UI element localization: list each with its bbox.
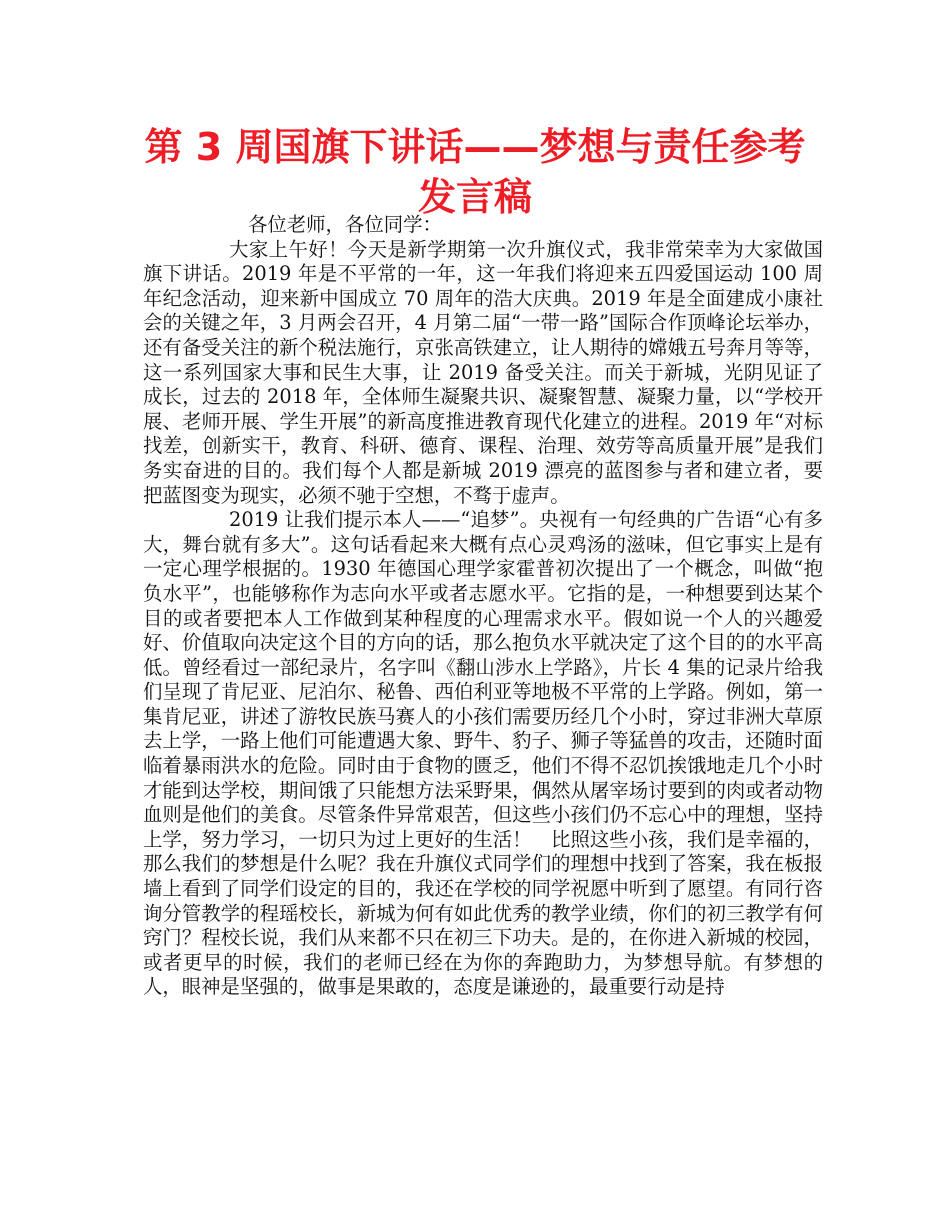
greeting-line: 各位老师，各位同学： [248, 213, 442, 236]
paragraph: 2019 让我们提示本人——“追梦”。央视有一句经典的广告语“心有多大，舞台就有多大”。这句话看起来大概有点心灵鸡汤的滋味，但它事实上是有一定心理学根据的。1930 年德国心理学家霍普初次提出了一个概念，叫做“抱负水平”，也能够称作为志向水平或者志愿水平。它指的是，一种想要到达某个目的或者要把本人工作做到某种程度的心理需求水平。假如说一个人的兴趣爱好、价值取向决定这个目的方向的话，那么抱负水平就决定了这个目的的水平高低。曾经看过一部纪录片，名字叫《翻山涉水上学路》，片长 4 集的记录片给我们呈现了肯尼亚、尼泊尔、秘鲁、西伯利亚等地极不平常的上学路。例如，第一集肯尼亚，讲述了游牧民族马赛人的小孩们需要历经几个小时，穿过非洲大草原去上学，一路上他们可能遭遇大象、野牛、豹子、狮子等猛兽的攻击，还随时面临着暴雨洪水的危险。同时由于食物的匮乏，他们不得不忍饥挨饿地走几个小时才能到达学校，期间饿了只能想方法采野果，偶然从屠宰场讨要到的肉或者动物血则是他们的美食。尽管条件异常艰苦，但这些小孩们仍不忘心中的理想，坚持上学，努力学习，一切只为过上更好的生活！ 比照这些小孩，我们是幸福的，那么我们的梦想是什么呢？我在升旗仪式同学们的理想中找到了答案，我在板报墙上看到了同学们设定的目的，我还在学校的同学祝愿中听到了愿望。有同行咨询分管教学的程瑶校长，新城为何有如此优秀的教学业绩，你们的初三教学有何窍门？程校长说，我们从来都不只在初三下功夫。是的，在你进入新城的校园，或者更早的时候，我们的老师已经在为你的奔跑助力，为梦想导航。有梦想的人，眼神是坚强的，做事是果敢的，态度是谦逊的，最重要行动是持 [143, 508, 823, 999]
document-body [143, 213, 823, 1000]
document-title: 第 3 周国旗下讲话——梦想与责任参考发言稿 [144, 125, 806, 219]
paragraph: 大家上午好！今天是新学期第一次升旗仪式，我非常荣幸为大家做国旗下讲话。2019 年是不平常的一年，这一年我们将迎来五四爱国运动 100 周年纪念活动，迎来新中国成立 70 周年的浩大庆典。2019 年是全面建成小康社会的关键之年，3 月两会召开，4 月第二届“一带一路”国际合作顶峰论坛举办，还有备受关注的新个税法施行，京张高铁建立，让人期待的嫦娥五号奔月等等，这一系列国家大事和民生大事，让 2019 备受关注。而关于新城，光阴见证了成长，过去的 2018 年，全体师生凝聚共识、凝聚智慧、凝聚力量，以“学校开展、老师开展、学生开展”的新高度推进教育现代化建立的进程。2019 年“对标找差，创新实干，教育、科研、德育、课程、治理、效劳等高质量开展”是我们务实奋进的目的。我们每个人都是新城 2019 漂亮的蓝图参与者和建立者，要把蓝图变为现实，必须不驰于空想，不骛于虚声。 [143, 237, 823, 507]
